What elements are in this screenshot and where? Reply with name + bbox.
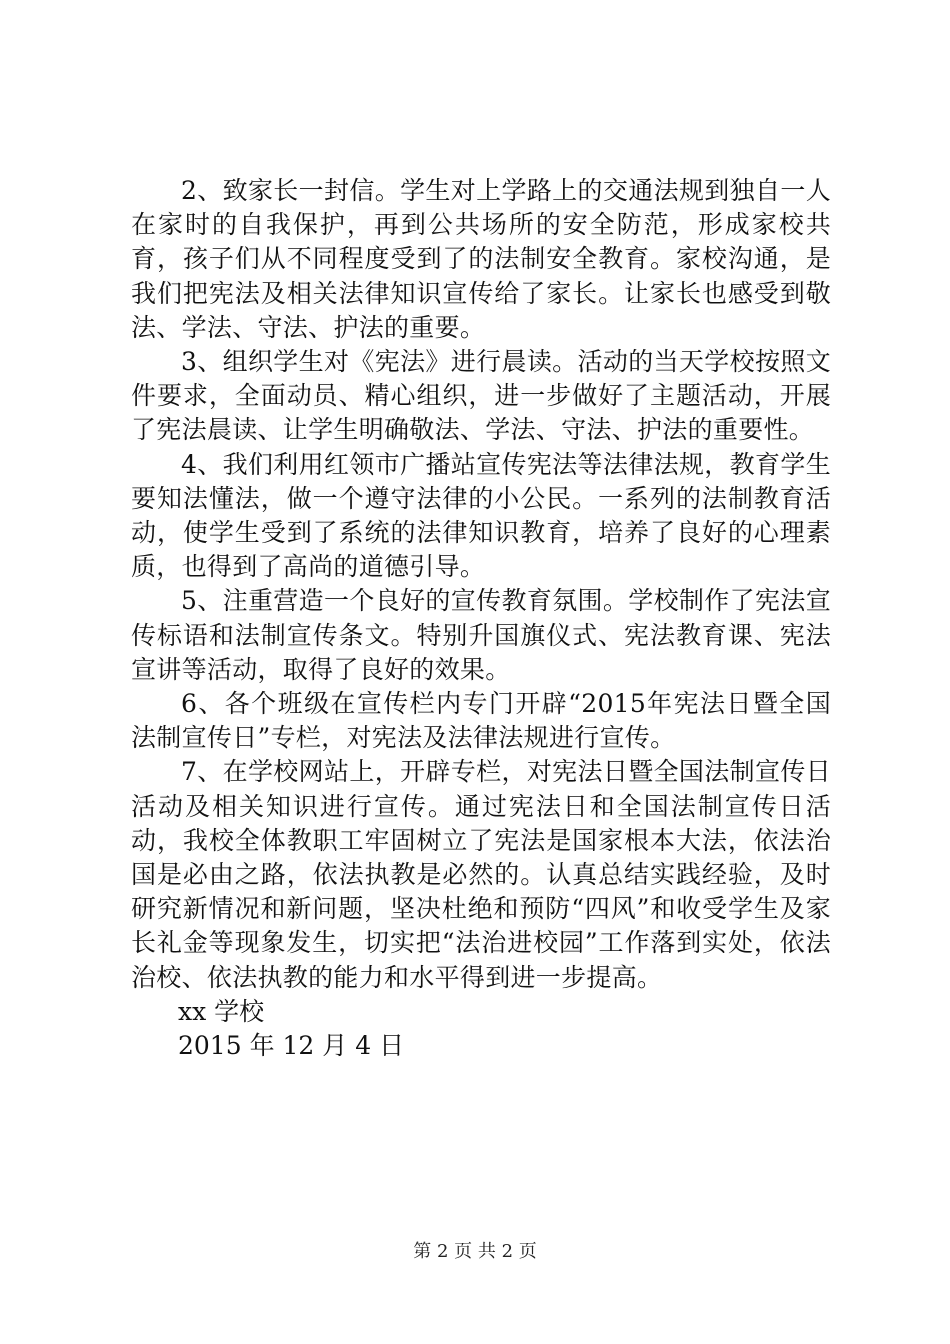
paragraph-item-7: 7、在学校网站上，开辟专栏，对宪法日暨全国法制宣传日活动及相关知识进行宣传。通过宪法日和全国法制宣传日活动，我校全体教职工牢固树立了宪法是国家根本大法，依法治国是必由之路，依法执教是必然的。认真总结实践经验，及时研究新情况和新问题，坚决杜绝和预防“四风”和收受学生及家长礼金等现象发生，切实把“法治进校园”工作落到实处，依法治校、依法执教的能力和水平得到进一步提高。 xyxy=(131,757,831,992)
paragraph-item-2: 2、致家长一封信。学生对上学路上的交通法规到独自一人在家时的自我保护，再到公共场所的安全防范，形成家校共育，孩子们从不同程度受到了的法制安全教育。家校沟通，是我们把宪法及相关法律知识宣传给了家长。让家长也感受到敬法、学法、守法、护法的重要。 xyxy=(131,176,831,342)
page-number-footer: 第 2 页 共 2 页 xyxy=(413,1241,537,1262)
signature-date: 2015 年 12 月 4 日 xyxy=(178,1031,405,1061)
document-body xyxy=(131,174,831,1063)
paragraph-item-4: 4、我们利用红领市广播站宣传宪法等法律法规，教育学生要知法懂法，做一个遵守法律的小公民。一系列的法制教育活动，使学生受到了系统的法律知识教育，培养了良好的心理素质，也得到了高尚的道德引导。 xyxy=(131,449,831,582)
signature-organization: xx 学校 xyxy=(178,996,265,1026)
paragraph-item-3: 3、组织学生对《宪法》进行晨读。活动的当天学校按照文件要求，全面动员、精心组织，进一步做好了主题活动，开展了宪法晨读、让学生明确敬法、学法、守法、护法的重要性。 xyxy=(131,347,831,445)
paragraph-item-5: 5、注重营造一个良好的宣传教育氛围。学校制作了宪法宣传标语和法制宣传条文。特别升国旗仪式、宪法教育课、宪法宣讲等活动，取得了良好的效果。 xyxy=(131,586,831,684)
paragraph-item-6: 6、各个班级在宣传栏内专门开辟“2015年宪法日暨全国法制宣传日”专栏，对宪法及法律法规进行宣传。 xyxy=(131,689,831,753)
